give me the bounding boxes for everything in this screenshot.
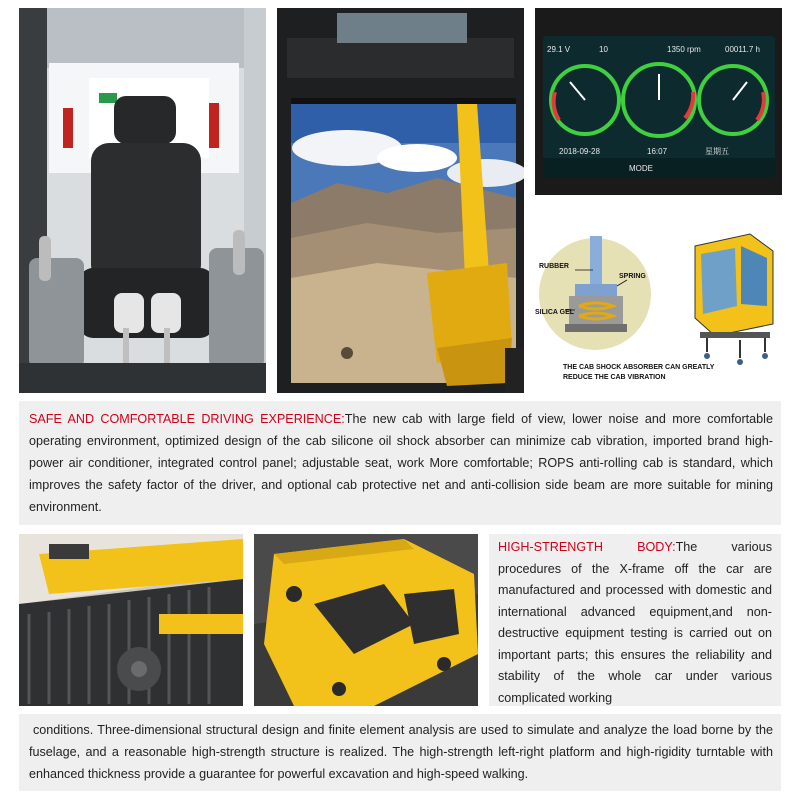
x-frame-photo: [254, 534, 478, 706]
shock-caption-line2: REDUCE THE CAB VIBRATION: [563, 374, 666, 381]
body-description-side: [498, 537, 772, 709]
rubber-label: RUBBER: [539, 263, 569, 270]
cab-seat-photo: [19, 8, 266, 393]
undercarriage-photo: [19, 534, 243, 706]
shock-caption-line1: THE CAB SHOCK ABSORBER CAN GREATLY: [563, 364, 715, 371]
silica-gel-label: SILICA GEL: [535, 309, 575, 316]
time-readout: 16:07: [647, 147, 668, 156]
gear-readout: 10: [599, 45, 608, 54]
rpm-readout: 1350 rpm: [667, 45, 701, 54]
cab-window-view-photo: [277, 8, 524, 393]
spring-label: SPRING: [619, 273, 646, 280]
body-section-body-bottom: conditions. Three-dimensional structural design and finite element analysis are used to simulate and analyze the load borne by the fuselage, and a reasonable high-strength structure is realized. The high-strength left-right platform and high-rigidity turntable with enhanced thickness provide a guarantee for powerful excavation and high-speed walking.: [29, 723, 773, 781]
hours-readout: 00011.7 h: [725, 45, 760, 54]
cab-section-heading: SAFE AND COMFORTABLE DRIVING EXPERIENCE:: [29, 412, 345, 426]
shock-absorber-diagram: [535, 206, 782, 393]
mode-button-label: MODE: [629, 164, 653, 173]
cab-section-body: The new cab with large field of view, lower noise and more comfortable operating environment, optimized design of the cab silicone oil shock absorber can minimize cab vibration, imported brand high-power air conditioner, integrated control panel; adjustable seat, work More comfortable; ROPS anti-rolling cab is standard, which improves the safety factor of the driver, and optional cab protective net and anti-collision side beam are more suitable for mining environment.: [29, 412, 773, 514]
cab-description: [29, 408, 773, 518]
date-readout: 2018-09-28: [559, 147, 600, 156]
body-section-heading: HIGH-STRENGTH BODY:: [498, 540, 676, 554]
weekday-readout: 星期五: [705, 147, 729, 156]
control-panel-display-photo: [535, 8, 782, 195]
voltage-readout: 29.1 V: [547, 45, 571, 54]
body-section-body-side: The various procedures of the X-frame off the car are manufactured and processed with domestic and international advanced equipment,and non-destructive equipment testing is carried out on important parts; this ensures the reliability and stability of the whole car under various complicated working: [498, 540, 772, 705]
